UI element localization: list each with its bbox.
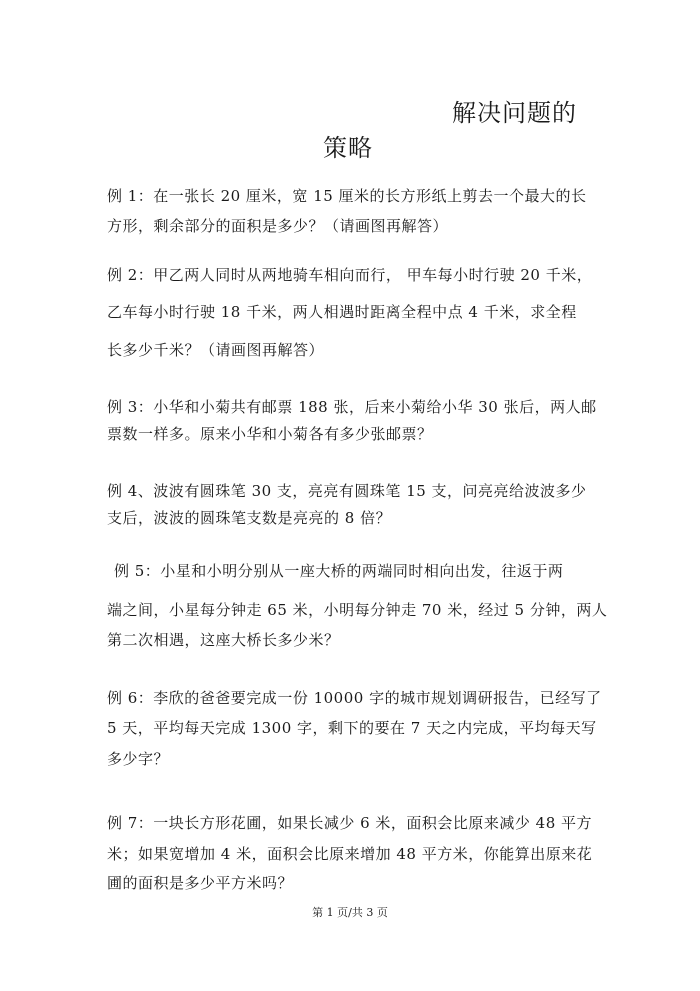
- page-title-line-1: 解决问题的: [452, 99, 577, 127]
- problem-4-line-2: 支后，波波的圆珠笔支数是亮亮的 8 倍？: [107, 509, 392, 527]
- problem-7-line-3: 圃的面积是多少平方米吗？: [107, 874, 294, 892]
- problem-3-line-2: 票数一样多。原来小华和小菊各有多少张邮票？: [107, 425, 433, 443]
- problem-6-line-1: 例 6：李欣的爸爸要完成一份 10000 字的城市规划调研报告，已经写了: [107, 689, 602, 707]
- problem-2-line-3: 长多少千米？（请画图再解答）: [107, 341, 325, 359]
- problem-7-line-1: 例 7：一块长方形花圃，如果长减少 6 米，面积会比原来减少 48 平方: [107, 814, 593, 832]
- problem-6-line-2: 5 天，平均每天完成 1300 字，剩下的要在 7 天之内完成，平均每天写: [107, 719, 597, 737]
- problem-1-line-2: 方形，剩余部分的面积是多少？（请画图再解答）: [107, 217, 449, 235]
- page-footer: 第 1 页/共 3 页: [312, 906, 388, 919]
- page-title-line-2: 策略: [323, 134, 373, 162]
- problem-7-line-2: 米；如果宽增加 4 米，面积会比原来增加 48 平方米，你能算出原来花: [107, 845, 593, 863]
- problem-4-line-1: 例 4、波波有圆珠笔 30 支，亮亮有圆珠笔 15 支，问亮亮给波波多少: [107, 482, 587, 500]
- problem-2-line-1: 例 2：甲乙两人同时从两地骑车相向而行， 甲车每小时行驶 20 千米，: [107, 266, 593, 284]
- problem-5-line-1: 例 5：小星和小明分别从一座大桥的两端同时相向出发，往返于两: [114, 562, 564, 580]
- problem-5-line-3: 第二次相遇，这座大桥长多少米？: [107, 631, 340, 649]
- problem-2-line-2: 乙车每小时行驶 18 千米，两人相遇时距离全程中点 4 千米，求全程: [107, 303, 577, 321]
- problem-1-line-1: 例 1：在一张长 20 厘米，宽 15 厘米的长方形纸上剪去一个最大的长: [107, 187, 587, 205]
- problem-6-line-3: 多少字？: [107, 750, 170, 768]
- problem-3-line-1: 例 3：小华和小菊共有邮票 188 张，后来小菊给小华 30 张后，两人邮: [107, 398, 597, 416]
- problem-5-line-2: 端之间，小星每分钟走 65 米，小明每分钟走 70 米，经过 5 分钟，两人: [107, 601, 608, 619]
